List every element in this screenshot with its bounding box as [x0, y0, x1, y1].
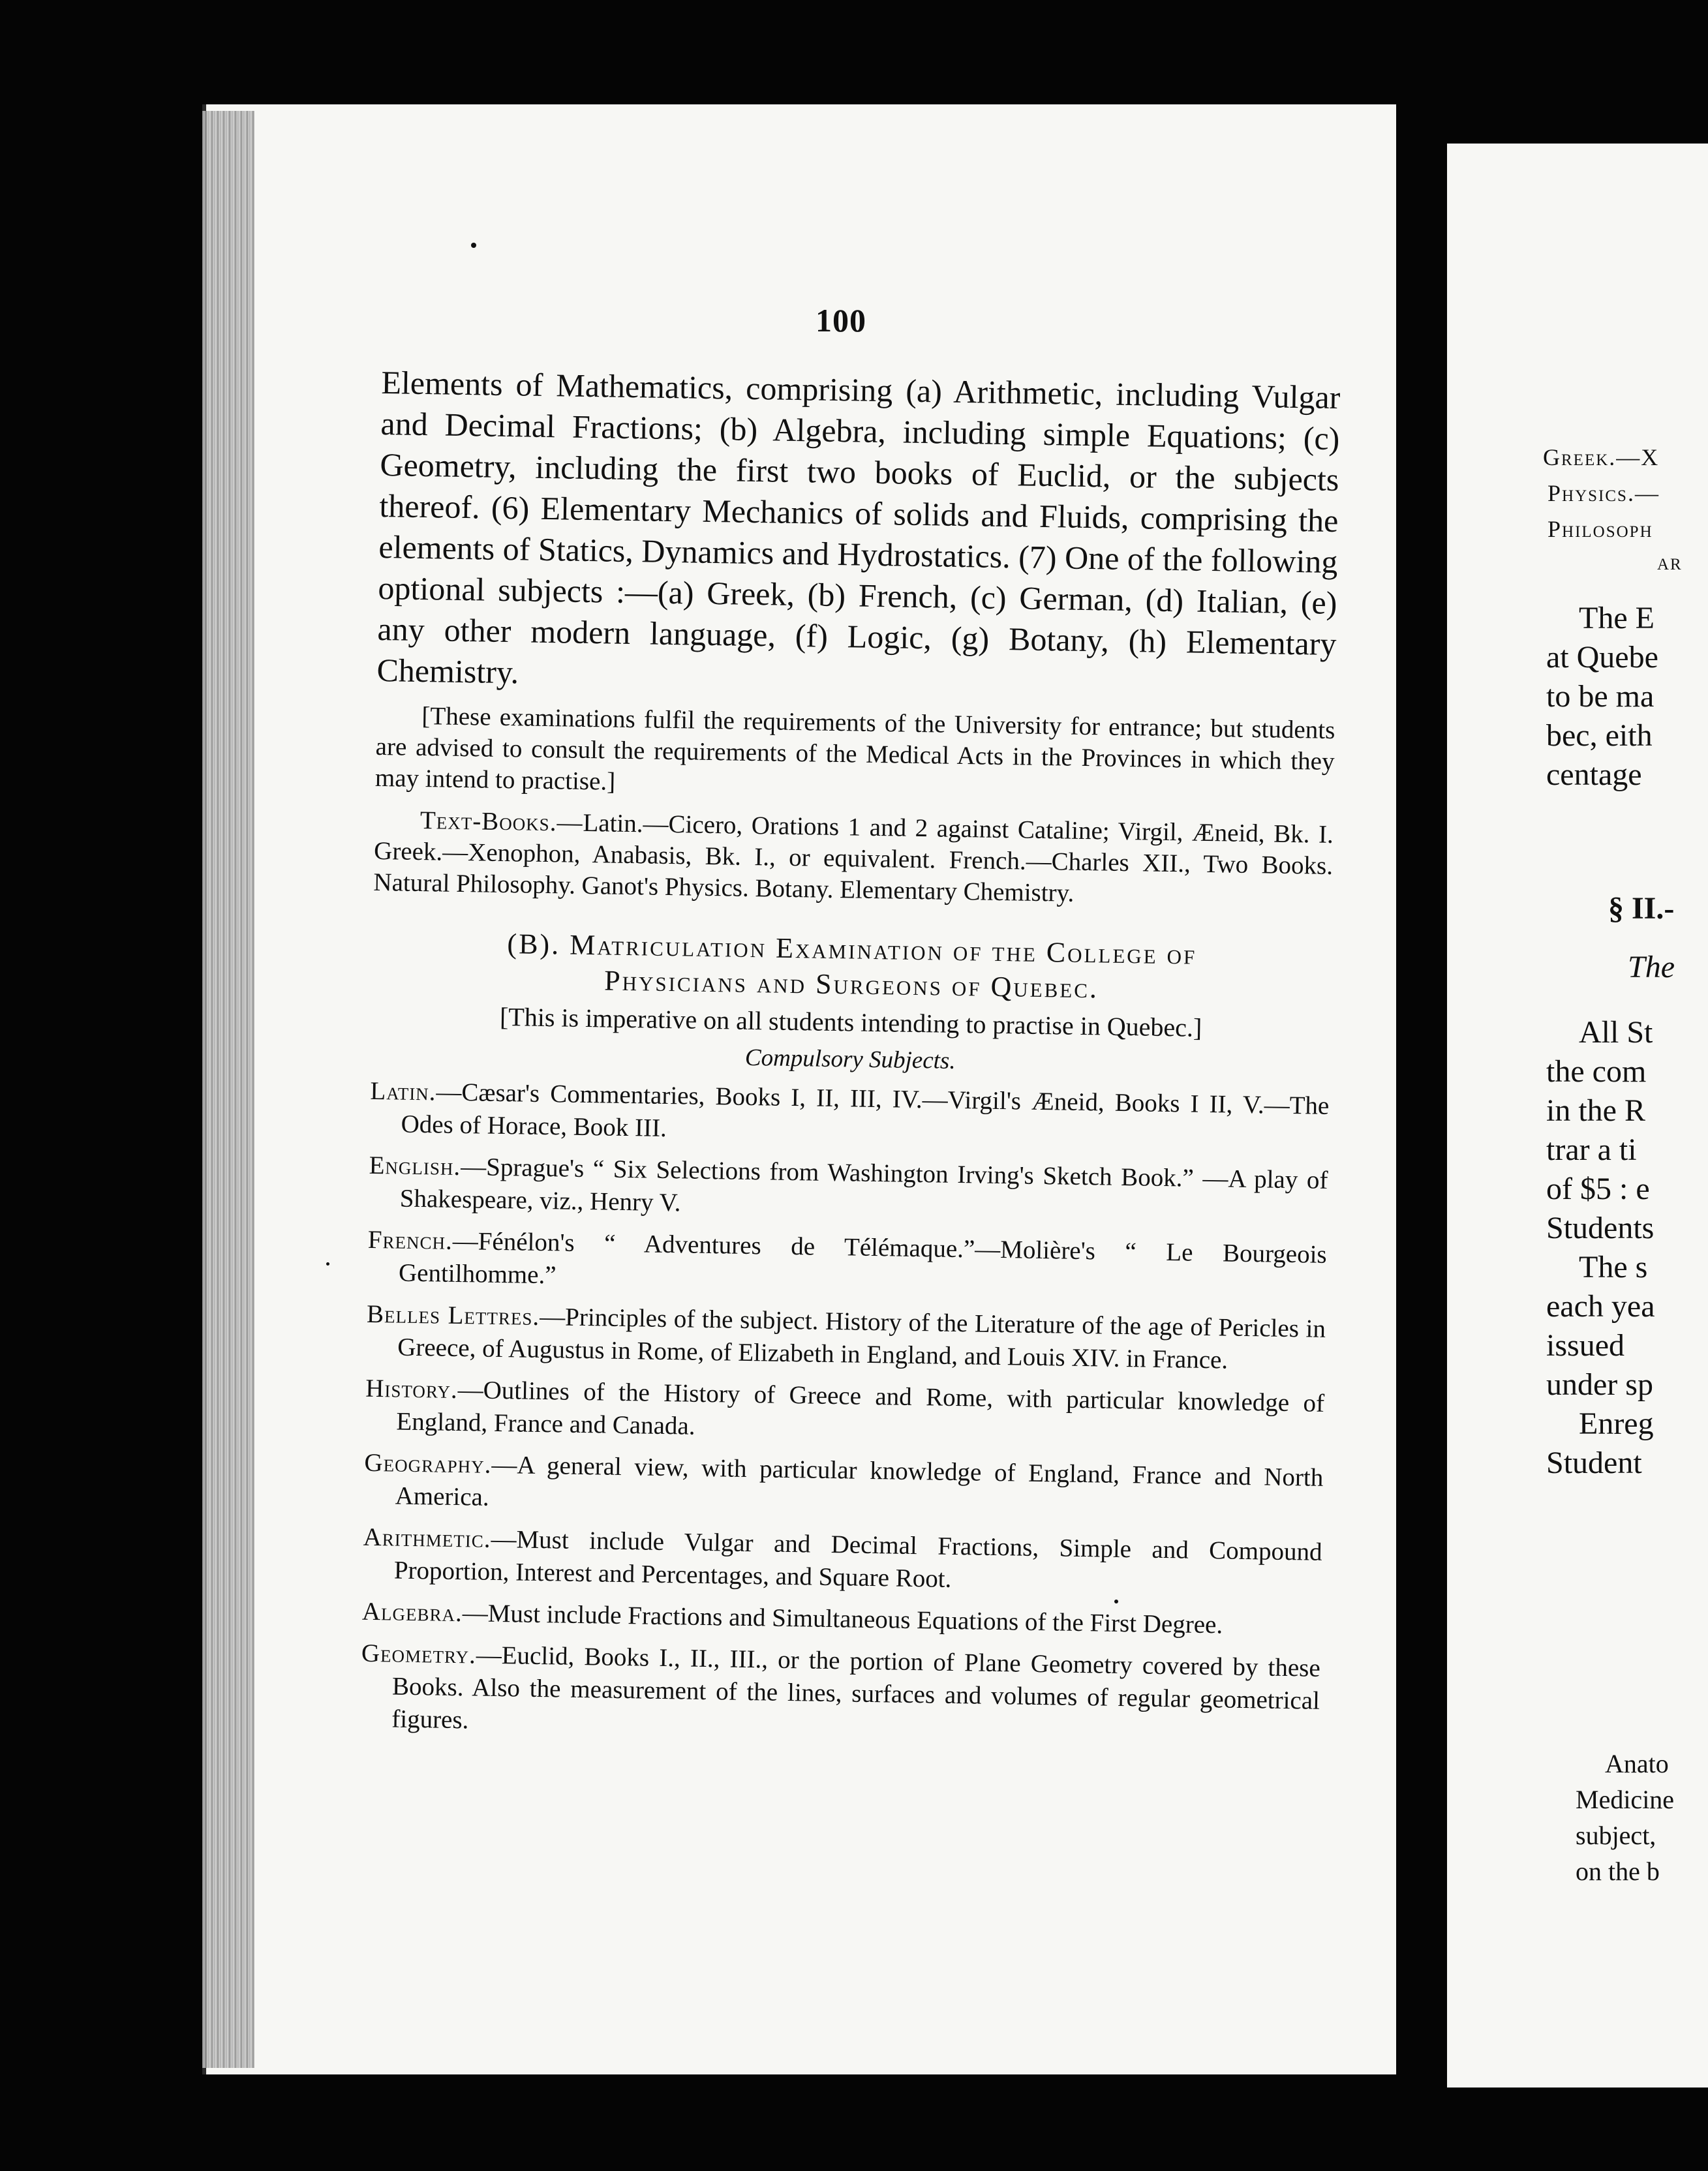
subject-arithmetic — [363, 1521, 1322, 1602]
subject-geometry — [360, 1637, 1320, 1750]
subject-list — [360, 1075, 1330, 1750]
page-content — [360, 362, 1341, 1750]
right-line: Enreg — [1579, 1406, 1654, 1441]
subject-belles-lettres — [366, 1298, 1326, 1378]
subject-text: —Outlines of the History of Greece and Rome, with particular knowledge of England, France and Canada. — [396, 1376, 1325, 1440]
subject-name: Belles Lettres. — [366, 1299, 540, 1331]
right-line: All St — [1579, 1015, 1653, 1050]
right-line: Physics.— — [1548, 480, 1660, 506]
subject-name: Arithmetic. — [363, 1523, 491, 1553]
right-line: ar — [1657, 549, 1683, 575]
subject-name: English. — [369, 1151, 461, 1181]
subject-text: —Fénélon's “ Adventures de Télémaque.”—Molière's “ Le Bourgeois Gentilhomme.” — [398, 1226, 1328, 1290]
right-section-mark: § II.- — [1608, 891, 1675, 926]
page-edges — [202, 111, 254, 2068]
right-line: The s — [1579, 1250, 1648, 1284]
right-line: centage — [1546, 757, 1642, 792]
subject-latin — [369, 1075, 1329, 1155]
subject-history — [365, 1373, 1324, 1453]
subject-text: —Must include Vulgar and Decimal Fractions, Simple and Compound Proportion, Interest and Percentages, and Square Root. — [393, 1525, 1322, 1593]
right-line: to be ma — [1546, 679, 1655, 714]
right-line: issued — [1546, 1328, 1624, 1363]
right-line: each yea — [1546, 1289, 1655, 1324]
subject-text: —Euclid, Books I., II., III., or the portion of Plane Geometry covered by these Books. Also the measurement of the lines, surfaces and volumes of regular geometrical figures. — [391, 1641, 1321, 1735]
page-number: 100 — [816, 302, 866, 339]
text-books — [373, 804, 1334, 913]
section-b-note: [This is imperative on all students intending to practise in Quebec.] — [499, 1001, 1202, 1042]
right-line: under sp — [1546, 1367, 1653, 1402]
right-line: bec, eith — [1546, 718, 1653, 753]
subject-algebra — [362, 1596, 1322, 1643]
subject-text: —Cæsar's Commentaries, Books I, II, III, IV.—Virgil's Æneid, Books I II, V.—The Odes of Horace, Book III. — [401, 1078, 1330, 1143]
section-b-heading-line1: (B). Matriculation Examination of the College of — [507, 928, 1197, 971]
right-line: Anato — [1605, 1749, 1669, 1778]
subject-name: French. — [367, 1225, 453, 1255]
section-b-heading-line2: Physicians and Surgeons of Quebec. — [603, 964, 1099, 1005]
subject-name: Latin. — [370, 1076, 436, 1106]
right-line: Student — [1546, 1446, 1642, 1480]
right-line: the com — [1546, 1054, 1647, 1089]
right-line: Greek.—X — [1543, 444, 1660, 470]
right-line: trar a ti — [1546, 1132, 1637, 1167]
right-italic-line: The — [1628, 950, 1675, 984]
right-line: on the b — [1576, 1857, 1660, 1886]
subject-name: History. — [365, 1374, 459, 1404]
subject-geography — [363, 1447, 1323, 1527]
dust-speck — [471, 243, 476, 248]
dust-speck — [326, 1262, 329, 1266]
text-books-label: Text-Books.— — [419, 806, 583, 837]
right-line: in the R — [1546, 1093, 1645, 1128]
subject-name: Geography. — [364, 1448, 492, 1479]
right-line: Medicine — [1576, 1785, 1675, 1814]
subject-text: —Principles of the subject. History of the Literature of the age of Pericles in Greece, of Augustus in Rome, of Elizabeth in England, and Louis XIV. in France. — [397, 1302, 1326, 1374]
right-line: Students — [1546, 1211, 1655, 1245]
subject-text: —Sprague's “ Six Selections from Washington Irving's Sketch Book.” —A play of Shakespeare, viz., Henry V. — [399, 1153, 1328, 1217]
text-books-body: Latin.—Cicero, Orations 1 and 2 against Cataline; Virgil, Æneid, Bk. I. Greek.—Xenophon, Anabasis, Bk. I., or equivalent. French.—Charles XII., Two Books. Natural Philosophy. Ganot's Physics. Botany. Elementary Chemistry. — [373, 808, 1334, 907]
subject-text: —A general view, with particular knowledge of England, France and North America. — [395, 1450, 1324, 1511]
right-line: subject, — [1576, 1821, 1656, 1850]
compulsory-subjects-label: Compulsory Subjects. — [744, 1044, 956, 1074]
right-line: The E — [1579, 601, 1655, 635]
subject-name: Algebra. — [361, 1597, 463, 1628]
right-line: at Quebe — [1546, 640, 1658, 675]
subject-english — [368, 1149, 1328, 1230]
right-line: of $5 : e — [1546, 1172, 1650, 1206]
right-line: Philosoph — [1548, 516, 1653, 542]
intro-paragraph: Elements of Mathematics, comprising (a) Arithmetic, including Vulgar and Decimal Fractions; (b) Algebra, including simple Equations; (c) Geometry, including the first two books of Euclid, or the subjects thereof. (6) Elementary Mechanics of solids and Fluids, comprising the elements of Statics, Dynamics and Hydrostatics. (7) One of the following optional subjects :—(a) Greek, (b) French, (c) German, (d) Italian, (e) any other modern language, (f) Logic, (g) Botany, (h) Elementary Chemistry. — [376, 363, 1341, 691]
subject-french — [367, 1224, 1327, 1304]
subject-name: Geometry. — [361, 1639, 477, 1669]
university-note: [These examinations fulfil the requirements of the University for entrance; but students are advised to consult the requirements of the Medical Acts in the Provinces in which they may intend to practise.] — [374, 702, 1335, 796]
section-b-heading — [372, 924, 1332, 1010]
subject-text: —Must include Fractions and Simultaneous Equations of the First Degree. — [462, 1599, 1223, 1639]
book-gutter — [1396, 91, 1447, 2114]
